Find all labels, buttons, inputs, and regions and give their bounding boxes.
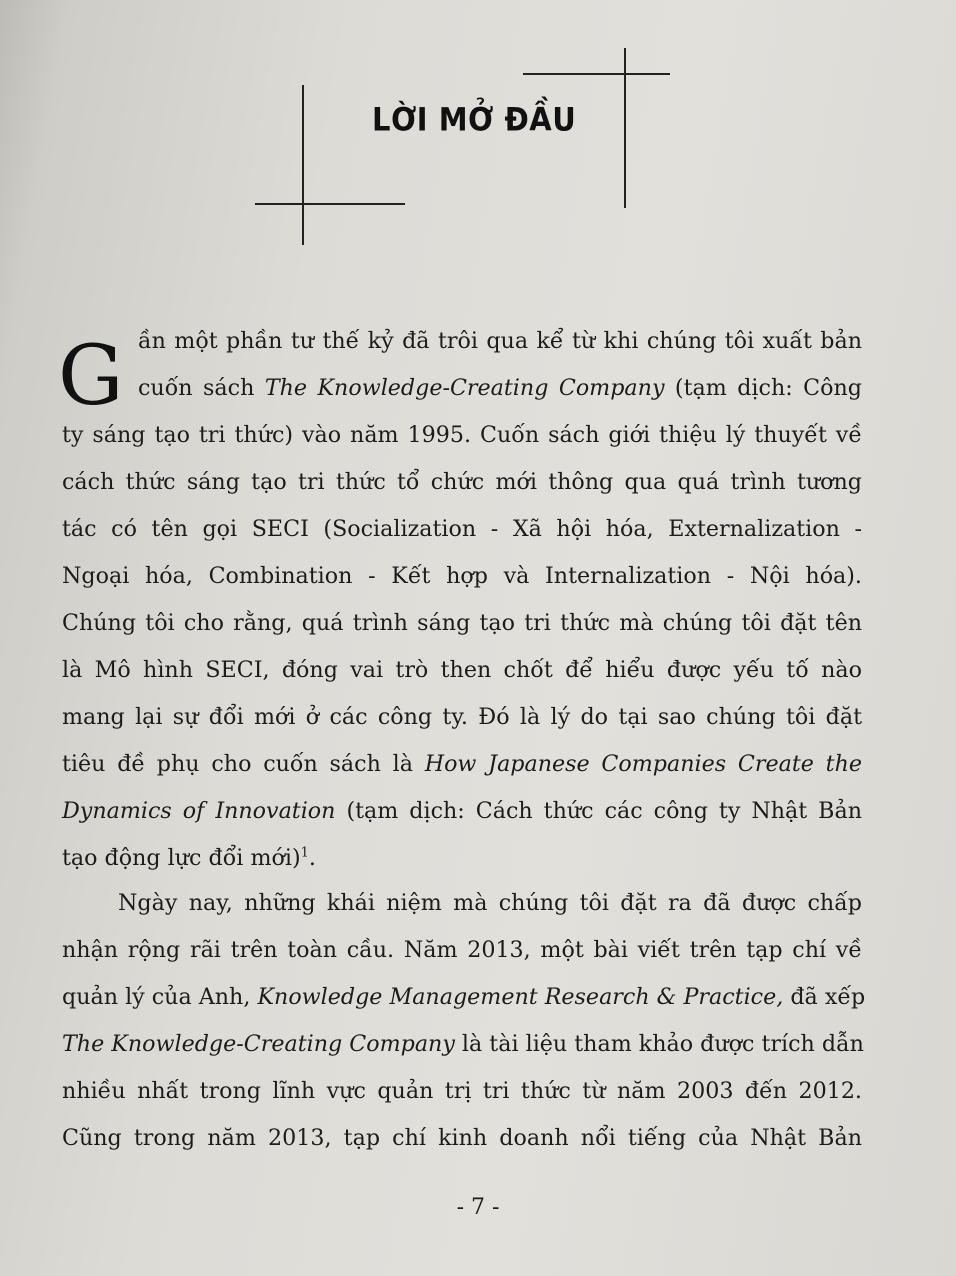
text-line: quản lý của Anh, Knowledge Management Research & Practice, đã xếp bbox=[62, 984, 866, 1010]
heading-rule-left bbox=[302, 85, 304, 245]
text-line: tác có tên gọi SECI (Socialization - Xã hội hóa, Externalization - bbox=[62, 516, 862, 542]
chapter-title: LỜI MỞ ĐẦU bbox=[372, 101, 577, 139]
text-line: Chúng tôi cho rằng, quá trình sáng tạo tri thức mà chúng tôi đặt tên bbox=[62, 610, 862, 636]
text-line: cuốn sách The Knowledge-Creating Company (tạm dịch: Công bbox=[138, 375, 862, 401]
chapter-heading bbox=[0, 0, 956, 260]
text-line: nhận rộng rãi trên toàn cầu. Năm 2013, một bài viết trên tạp chí về bbox=[62, 937, 862, 963]
heading-rule-right bbox=[624, 48, 626, 208]
text-line: ty sáng tạo tri thức) vào năm 1995. Cuốn sách giới thiệu lý thuyết về bbox=[62, 422, 862, 448]
text-line: tiêu đề phụ cho cuốn sách là How Japanese Companies Create the bbox=[62, 751, 862, 777]
heading-rule-bottom bbox=[255, 203, 405, 205]
text-line: Ngoại hóa, Combination - Kết hợp và Internalization - Nội hóa). bbox=[62, 563, 862, 589]
text-line: Dynamics of Innovation (tạm dịch: Cách thức các công ty Nhật Bản bbox=[62, 798, 862, 824]
text-line: The Knowledge-Creating Company là tài liệu tham khảo được trích dẫn bbox=[62, 1031, 864, 1057]
text-line: tạo động lực đổi mới)$^1$. bbox=[62, 845, 316, 871]
paragraph-2 bbox=[62, 880, 866, 1162]
page-number: - 7 - bbox=[456, 1195, 500, 1220]
text-line: mang lại sự đổi mới ở các công ty. Đó là lý do tại sao chúng tôi đặt bbox=[62, 704, 862, 730]
drop-cap: G bbox=[58, 329, 124, 424]
text-line: nhiều nhất trong lĩnh vực quản trị tri thức từ năm 2003 đến 2012. bbox=[62, 1078, 862, 1104]
paragraph-1 bbox=[62, 318, 862, 882]
text-line: ần một phần tư thế kỷ đã trôi qua kể từ khi chúng tôi xuất bản bbox=[138, 328, 862, 354]
footnote-mark: 1 bbox=[300, 845, 309, 861]
text-line: là Mô hình SECI, đóng vai trò then chốt để hiểu được yếu tố nào bbox=[62, 657, 862, 683]
heading-rule-top bbox=[523, 73, 670, 75]
text-line: cách thức sáng tạo tri thức tổ chức mới thông qua quá trình tương bbox=[62, 469, 862, 495]
text-line: Cũng trong năm 2013, tạp chí kinh doanh nổi tiếng của Nhật Bản bbox=[62, 1125, 862, 1151]
text-line: Ngày nay, những khái niệm mà chúng tôi đặt ra đã được chấp bbox=[118, 890, 862, 916]
